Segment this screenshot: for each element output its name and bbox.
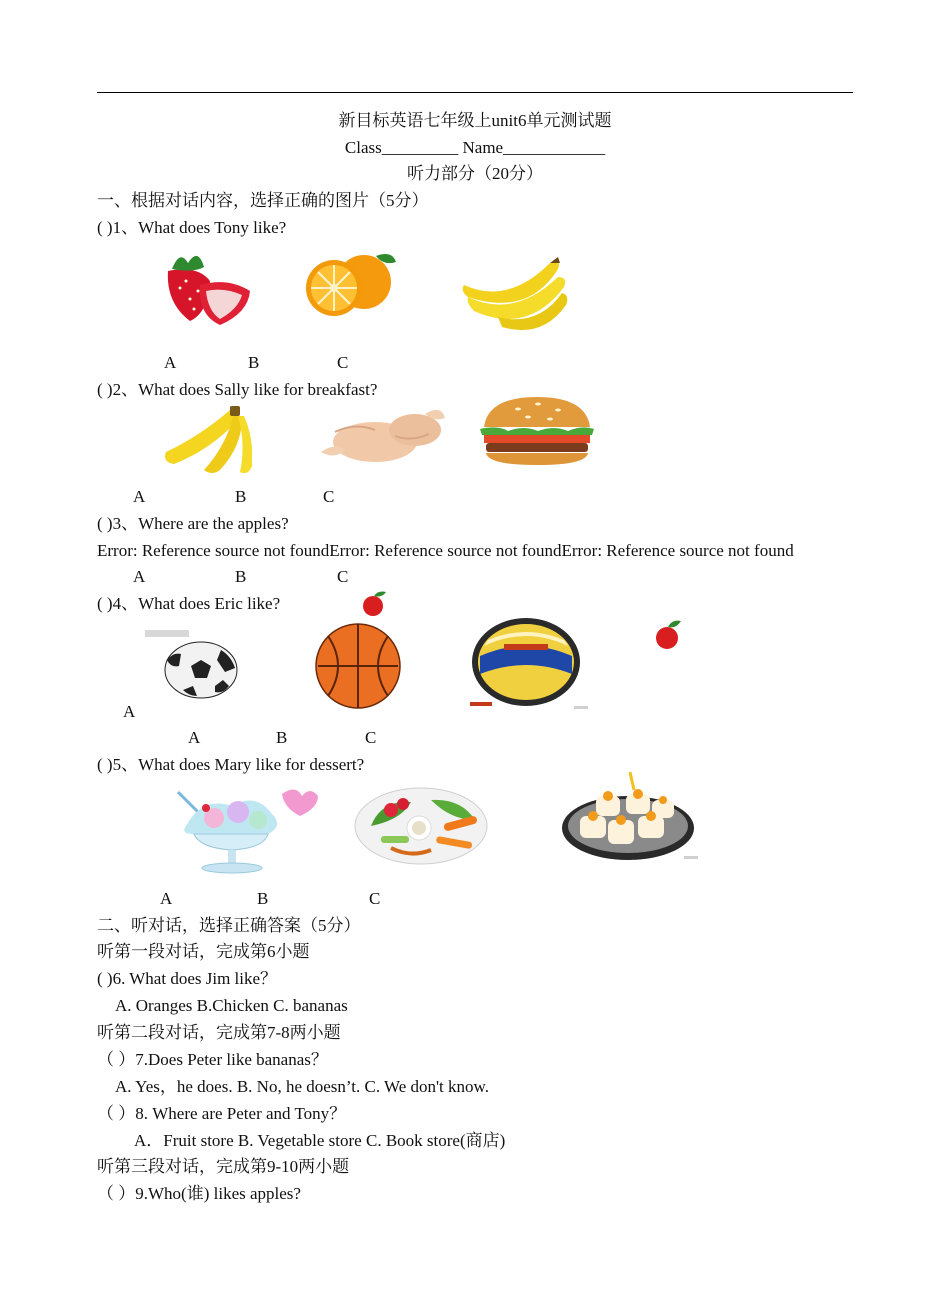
question-4: ( )4、What does Eric like? bbox=[97, 594, 281, 613]
q5-label-c: C bbox=[369, 889, 381, 908]
q1-label-b: B bbox=[248, 353, 260, 372]
question-7: （ ）7.Does Peter like bananas？ bbox=[97, 1050, 328, 1069]
question-3: ( )3、Where are the apples? bbox=[97, 514, 289, 533]
q2-label-c: C bbox=[323, 487, 335, 506]
orange-image bbox=[300, 248, 400, 318]
basketball-image bbox=[314, 618, 402, 714]
q1-label-a: A bbox=[164, 353, 177, 372]
q5-label-a: A bbox=[160, 889, 173, 908]
q5-label-b: B bbox=[257, 889, 269, 908]
class-name-line: Class_________ Name____________ bbox=[344, 138, 606, 157]
salad-plate-image bbox=[351, 780, 491, 866]
apple-image bbox=[654, 618, 684, 652]
exam-title: 新目标英语七年级上unit6单元测试题 bbox=[338, 111, 612, 130]
q3-label-c: C bbox=[337, 567, 349, 586]
q2-label-b: B bbox=[235, 487, 247, 506]
part2-heading: 二、听对话，选择正确答案（5分） bbox=[97, 916, 361, 935]
volleyball-image bbox=[468, 616, 592, 712]
question-8-options: A．Fruit store B. Vegetable store C. Book store(商店) bbox=[134, 1131, 506, 1150]
question-6: ( )6. What does Jim like？ bbox=[97, 969, 278, 988]
question-8: （ ）8. Where are Peter and Tony？ bbox=[97, 1104, 347, 1123]
reference-error-line: Error: Reference source not foundError: Reference source not foundError: Reference source not found bbox=[97, 541, 794, 560]
hamburger-image bbox=[478, 395, 596, 467]
soccer-ball-image bbox=[145, 630, 241, 702]
cakes-plate-image bbox=[560, 772, 700, 864]
listening-section-label: 听力部分（20分） bbox=[407, 164, 543, 183]
q1-label-c: C bbox=[337, 353, 349, 372]
q3-label-a: A bbox=[133, 567, 146, 586]
ice-cream-sundae-image bbox=[172, 786, 322, 876]
question-5: ( )5、What does Mary like for dessert? bbox=[97, 755, 365, 774]
strawberry-image bbox=[158, 243, 254, 327]
part1-heading: 一、根据对话内容，选择正确的图片（5分） bbox=[97, 191, 429, 210]
dialog-2-instruction: 听第二段对话，完成第7-8两小题 bbox=[97, 1023, 341, 1042]
apple-image bbox=[360, 590, 390, 618]
top-rule bbox=[97, 92, 853, 93]
question-7-options: A. Yes，he does. B. No, he doesn’t. C. We don't know. bbox=[115, 1077, 489, 1096]
q3-label-b: B bbox=[235, 567, 247, 586]
banana-image bbox=[458, 255, 570, 333]
question-2: ( )2、What does Sally like for breakfast? bbox=[97, 380, 378, 399]
q4-label-c: C bbox=[365, 728, 377, 747]
q4-label-b: B bbox=[276, 728, 288, 747]
dialog-3-instruction: 听第三段对话，完成第9-10两小题 bbox=[97, 1157, 350, 1176]
question-1: ( )1、What does Tony like? bbox=[97, 218, 287, 237]
q4-label-a: A bbox=[188, 728, 201, 747]
question-6-options: A. Oranges B.Chicken C. bananas bbox=[115, 996, 348, 1015]
raw-chicken-image bbox=[315, 402, 449, 472]
q2-label-a: A bbox=[133, 487, 146, 506]
banana-image bbox=[160, 406, 252, 478]
question-9: （ ）9.Who(谁) likes apples? bbox=[97, 1184, 301, 1203]
q4-stray-label-a: A bbox=[123, 702, 136, 721]
dialog-1-instruction: 听第一段对话，完成第6小题 bbox=[97, 942, 310, 961]
